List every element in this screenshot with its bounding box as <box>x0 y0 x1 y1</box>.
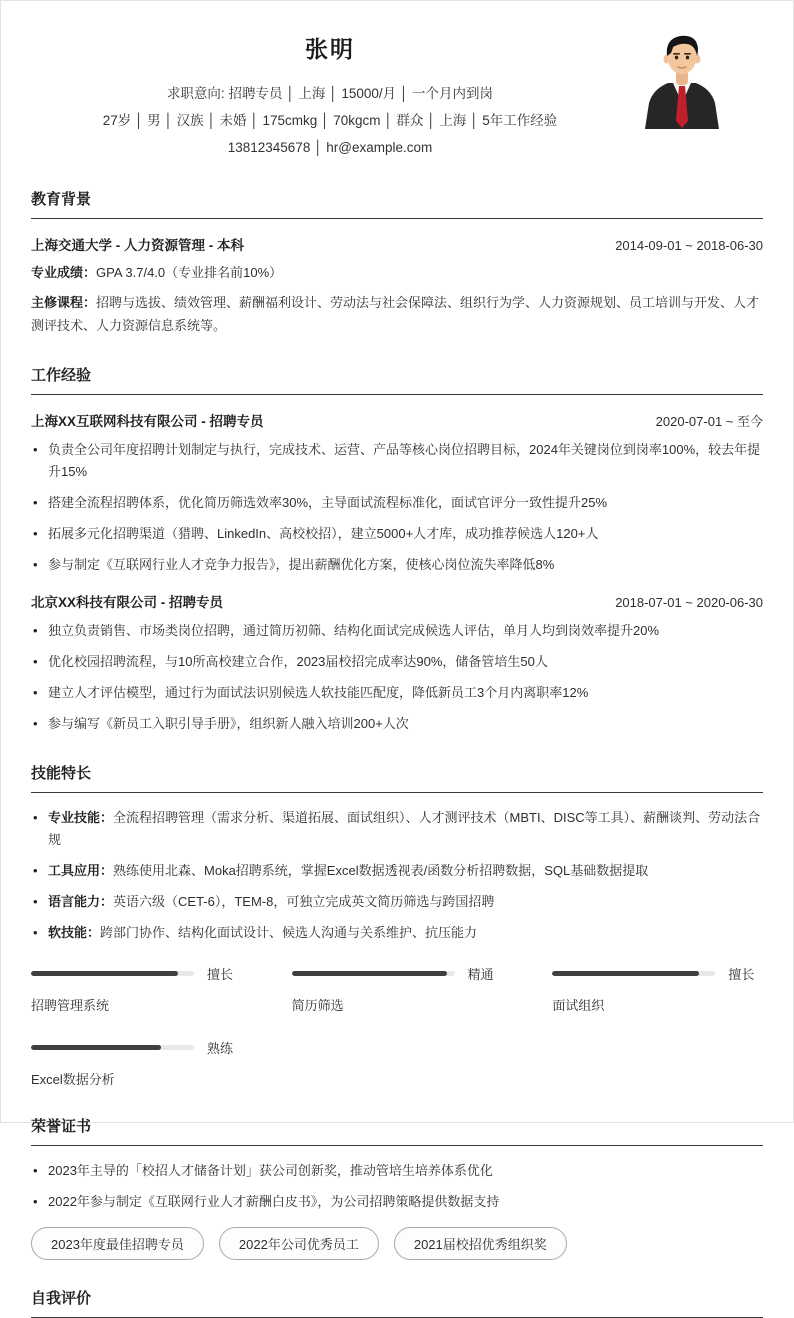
skill-bar-group <box>31 1038 242 1088</box>
honor-badge: 2023年度最佳招聘专员 <box>31 1227 204 1260</box>
skill-level-label: 擅长 <box>728 967 755 982</box>
profile-photo <box>637 29 727 129</box>
section-title-skills: 技能特长 <box>31 762 763 793</box>
job-bullet: • 独立负责销售、市场类岗位招聘，通过简历初筛、结构化面试完成候选人评估，单月人均到岗效率提升20% <box>31 620 763 642</box>
education-gpa-row <box>31 261 763 284</box>
job-bullet: • 拓展多元化招聘渠道（猎聘、LinkedIn、高校校招），建立5000+人才库，成功推荐候选人120+人 <box>31 523 763 545</box>
job-bullet: • 优化校园招聘流程，与10所高校建立合作，2023届校招完成率达90%，储备管培生50人 <box>31 651 763 673</box>
skill-bullet <box>31 891 763 913</box>
company-position: 北京XX科技有限公司 - 招聘专员 <box>31 595 224 610</box>
job-date-range: 2020-07-01 ~ 至今 <box>655 414 763 429</box>
skill-bullet <box>31 860 763 882</box>
skill-bar-name: 简历筛选 <box>291 998 344 1013</box>
job-bullet: • 建立人才评估模型，通过行为面试法识别候选人软技能匹配度，降低新员工3个月内离职率12% <box>31 682 763 704</box>
skill-bar-track <box>31 1045 194 1050</box>
job-bullet: • 搭建全流程招聘体系，优化简历筛选效率30%，主导面试流程标准化，面试官评分一致性提升25% <box>31 492 763 514</box>
contact-line: 13812345678 │ hr@example.com <box>227 140 433 155</box>
skills-bullet-list <box>31 807 763 944</box>
job-bullet: • 参与制定《互联网行业人才竞争力报告》，提出薪酬优化方案，使核心岗位流失率降低8% <box>31 554 763 576</box>
skill-bar-name: 招聘管理系统 <box>31 998 110 1013</box>
skill-label: 工具应用： <box>48 863 114 878</box>
job-bullet: • 负责全公司年度招聘计划制定与执行，完成技术、运营、产品等核心岗位招聘目标，2024年关键岗位到岗率100%，较去年提升15% <box>31 439 763 483</box>
avatar-illustration <box>637 29 727 129</box>
job-bullet: • 参与编写《新员工入职引导手册》，组织新人融入培训200+人次 <box>31 713 763 735</box>
job-bullet-list <box>31 439 763 576</box>
skill-text: 熟练使用北森、Moka招聘系统，掌握Excel数据透视表/函数分析招聘数据，SQL基础数据提取 <box>113 863 649 878</box>
skill-bullet <box>31 922 763 944</box>
section-work-experience <box>31 364 763 735</box>
honor-badge: 2022年公司优秀员工 <box>219 1227 379 1260</box>
skill-bar-track <box>292 971 455 976</box>
section-title-honors: 荣誉证书 <box>31 1115 763 1146</box>
skill-bar-name: 面试组织 <box>552 998 605 1013</box>
job-entry-head <box>31 410 763 430</box>
honor-badges <box>31 1227 763 1260</box>
candidate-name: 张明 <box>305 36 355 62</box>
skill-level-label: 精通 <box>467 967 494 982</box>
section-skills <box>31 762 763 1088</box>
skill-bar-fill <box>31 971 178 976</box>
skill-label: 语言能力： <box>48 894 114 909</box>
courses-value: 招聘与选拔、绩效管理、薪酬福利设计、劳动法与社会保障法、组织行为学、人力资源规划、员工培训与开发、人才测评技术、人力资源信息系统等。 <box>31 295 760 333</box>
personal-info-line: 27岁 │ 男 │ 汉族 │ 未婚 │ 175cmkg │ 70kgcm │ 群众 │ 上海 │ 5年工作经验 <box>102 113 558 128</box>
gpa-label: 专业成绩： <box>31 265 97 280</box>
honor-bullet: • 2023年主导的「校招人才储备计划」获公司创新奖，推动管培生培养体系优化 <box>31 1160 763 1182</box>
section-honors <box>31 1115 763 1260</box>
skill-bar-name: Excel数据分析 <box>31 1072 115 1087</box>
skill-text: 全流程招聘管理（需求分析、渠道拓展、面试组织）、人才测评技术（MBTI、DISC等工具）、薪酬谈判、劳动法合规 <box>48 810 761 847</box>
company-position: 上海XX互联网科技有限公司 - 招聘专员 <box>31 414 264 429</box>
skill-label: 专业技能： <box>48 810 114 825</box>
skill-bullet <box>31 807 763 851</box>
skill-label: 软技能： <box>48 925 101 940</box>
section-title-self-evaluation: 自我评价 <box>31 1287 763 1318</box>
honor-bullet: • 2022年参与制定《互联网行业人才薪酬白皮书》，为公司招聘策略提供数据支持 <box>31 1191 763 1213</box>
section-self-evaluation <box>31 1287 763 1318</box>
job-intent-line: 求职意向: 招聘专员 │ 上海 │ 15000/月 │ 一个月内到岗 <box>166 86 494 101</box>
honors-bullet-list <box>31 1160 763 1213</box>
job-bullet-list <box>31 620 763 735</box>
skill-text: 跨部门协作、结构化面试设计、候选人沟通与关系维护、抗压能力 <box>100 925 478 940</box>
honor-badge: 2021届校招优秀组织奖 <box>394 1227 567 1260</box>
resume-header <box>31 21 763 161</box>
education-courses-row <box>31 291 763 337</box>
school-degree: 上海交通大学 - 人力资源管理 - 本科 <box>31 238 244 253</box>
skill-text: 英语六级（CET-6），TEM-8，可独立完成英文简历筛选与跨国招聘 <box>113 894 495 909</box>
skill-bar-fill <box>292 971 447 976</box>
skill-bar-fill <box>31 1045 161 1050</box>
skill-level-label: 擅长 <box>207 967 234 982</box>
skill-bar-track <box>552 971 715 976</box>
resume-page <box>1 1 793 1318</box>
section-title-work: 工作经验 <box>31 364 763 395</box>
skill-bar-group <box>552 964 763 1014</box>
skill-bar-group <box>31 964 242 1014</box>
skill-bar-fill <box>552 971 699 976</box>
job-date-range: 2018-07-01 ~ 2020-06-30 <box>615 595 763 610</box>
skill-bar-group <box>292 964 503 1014</box>
gpa-value: GPA 3.7/4.0（专业排名前10%） <box>96 265 283 280</box>
job-entry-head <box>31 591 763 611</box>
section-title-education: 教育背景 <box>31 188 763 219</box>
education-entry-head <box>31 234 763 254</box>
header-text-block <box>31 21 629 161</box>
courses-label: 主修课程： <box>31 295 97 310</box>
skill-bar-track <box>31 971 194 976</box>
skill-bars-grid <box>31 964 763 1088</box>
education-date-range: 2014-09-01 ~ 2018-06-30 <box>615 238 763 253</box>
section-education <box>31 188 763 337</box>
skill-level-label: 熟练 <box>207 1041 234 1056</box>
